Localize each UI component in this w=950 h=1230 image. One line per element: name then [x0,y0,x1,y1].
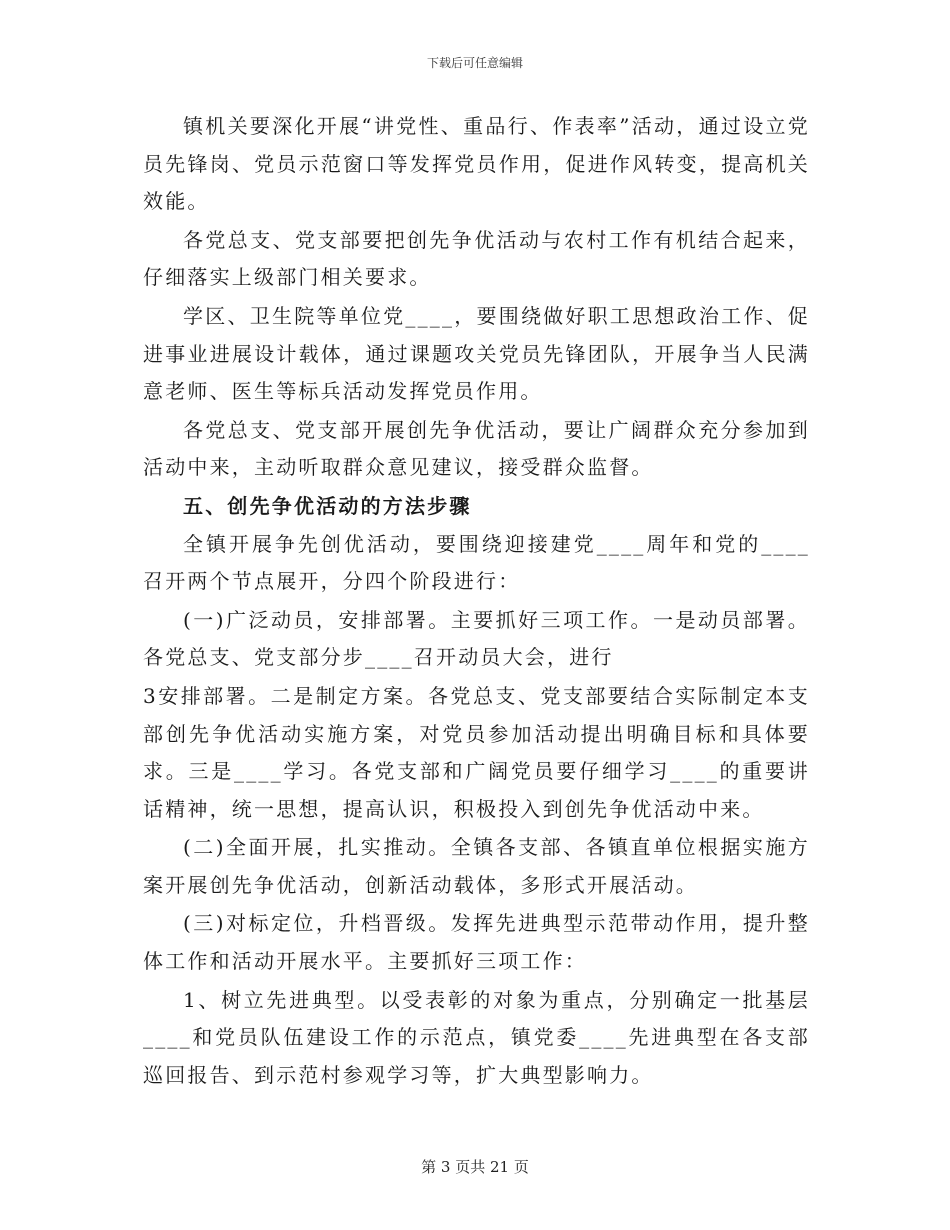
paragraph-3: 学区、卫生院等单位党____，要围绕做好职工思想政治工作、促进事业进展设计载体，通过课题攻关党员先锋团队，开展争当人民满意老师、医生等标兵活动发挥党员作用。 [143,303,810,404]
paragraph-8: (二)全面开展，扎实推动。全镇各支部、各镇直单位根据实施方案开展创先争优活动，创新活动载体，多形式开展活动。 [143,835,810,897]
paragraph-6: (一)广泛动员，安排部署。主要抓好三项工作。一是动员部署。各党总支、党支部分步____召开动员大会，进行 [143,607,810,670]
paragraph-1: 镇机关要深化开展“讲党性、重品行、作表率”活动，通过设立党员先锋岗、党员示范窗口等发挥党员作用，促进作风转变，提高机关效能。 [143,114,810,214]
paragraph-9: (三)对标定位，升档晋级。发挥先进典型示范带动作用，提升整体工作和活动开展水平。主要抓好三项工作： [143,911,810,974]
document-body [143,108,810,1095]
paragraph-5: 全镇开展争先创优活动，要围绕迎接建党____周年和党的____召开两个节点展开，分四个阶段进行： [143,531,810,594]
page-header: 下载后可任意编辑 [426,56,523,70]
paragraph-2: 各党总支、党支部要把创先争优活动与农村工作有机结合起来，仔细落实上级部门相关要求。 [143,227,810,290]
page-footer: 第 3 页共 21 页 [421,1158,529,1176]
paragraph-7: 3安排部署。二是制定方案。各党总支、党支部要结合实际制定本支部创先争优活动实施方案，对党员参加活动提出明确目标和具体要求。三是____学习。各党支部和广阔党员要仔细学习____的重要讲话精神，统一思想，提高认识，积极投入到创先争优活动中来。 [143,683,810,821]
section-heading: 五、创先争优活动的方法步骤 [183,493,472,518]
paragraph-10: 1、树立先进典型。以受表彰的对象为重点，分别确定一批基层____和党员队伍建设工作的示范点，镇党委____先进典型在各支部巡回报告、到示范村参观学习等，扩大典型影响力。 [143,987,810,1087]
paragraph-4: 各党总支、党支部开展创先争优活动，要让广阔群众充分参加到活动中来，主动听取群众意见建议，接受群众监督。 [143,417,810,480]
